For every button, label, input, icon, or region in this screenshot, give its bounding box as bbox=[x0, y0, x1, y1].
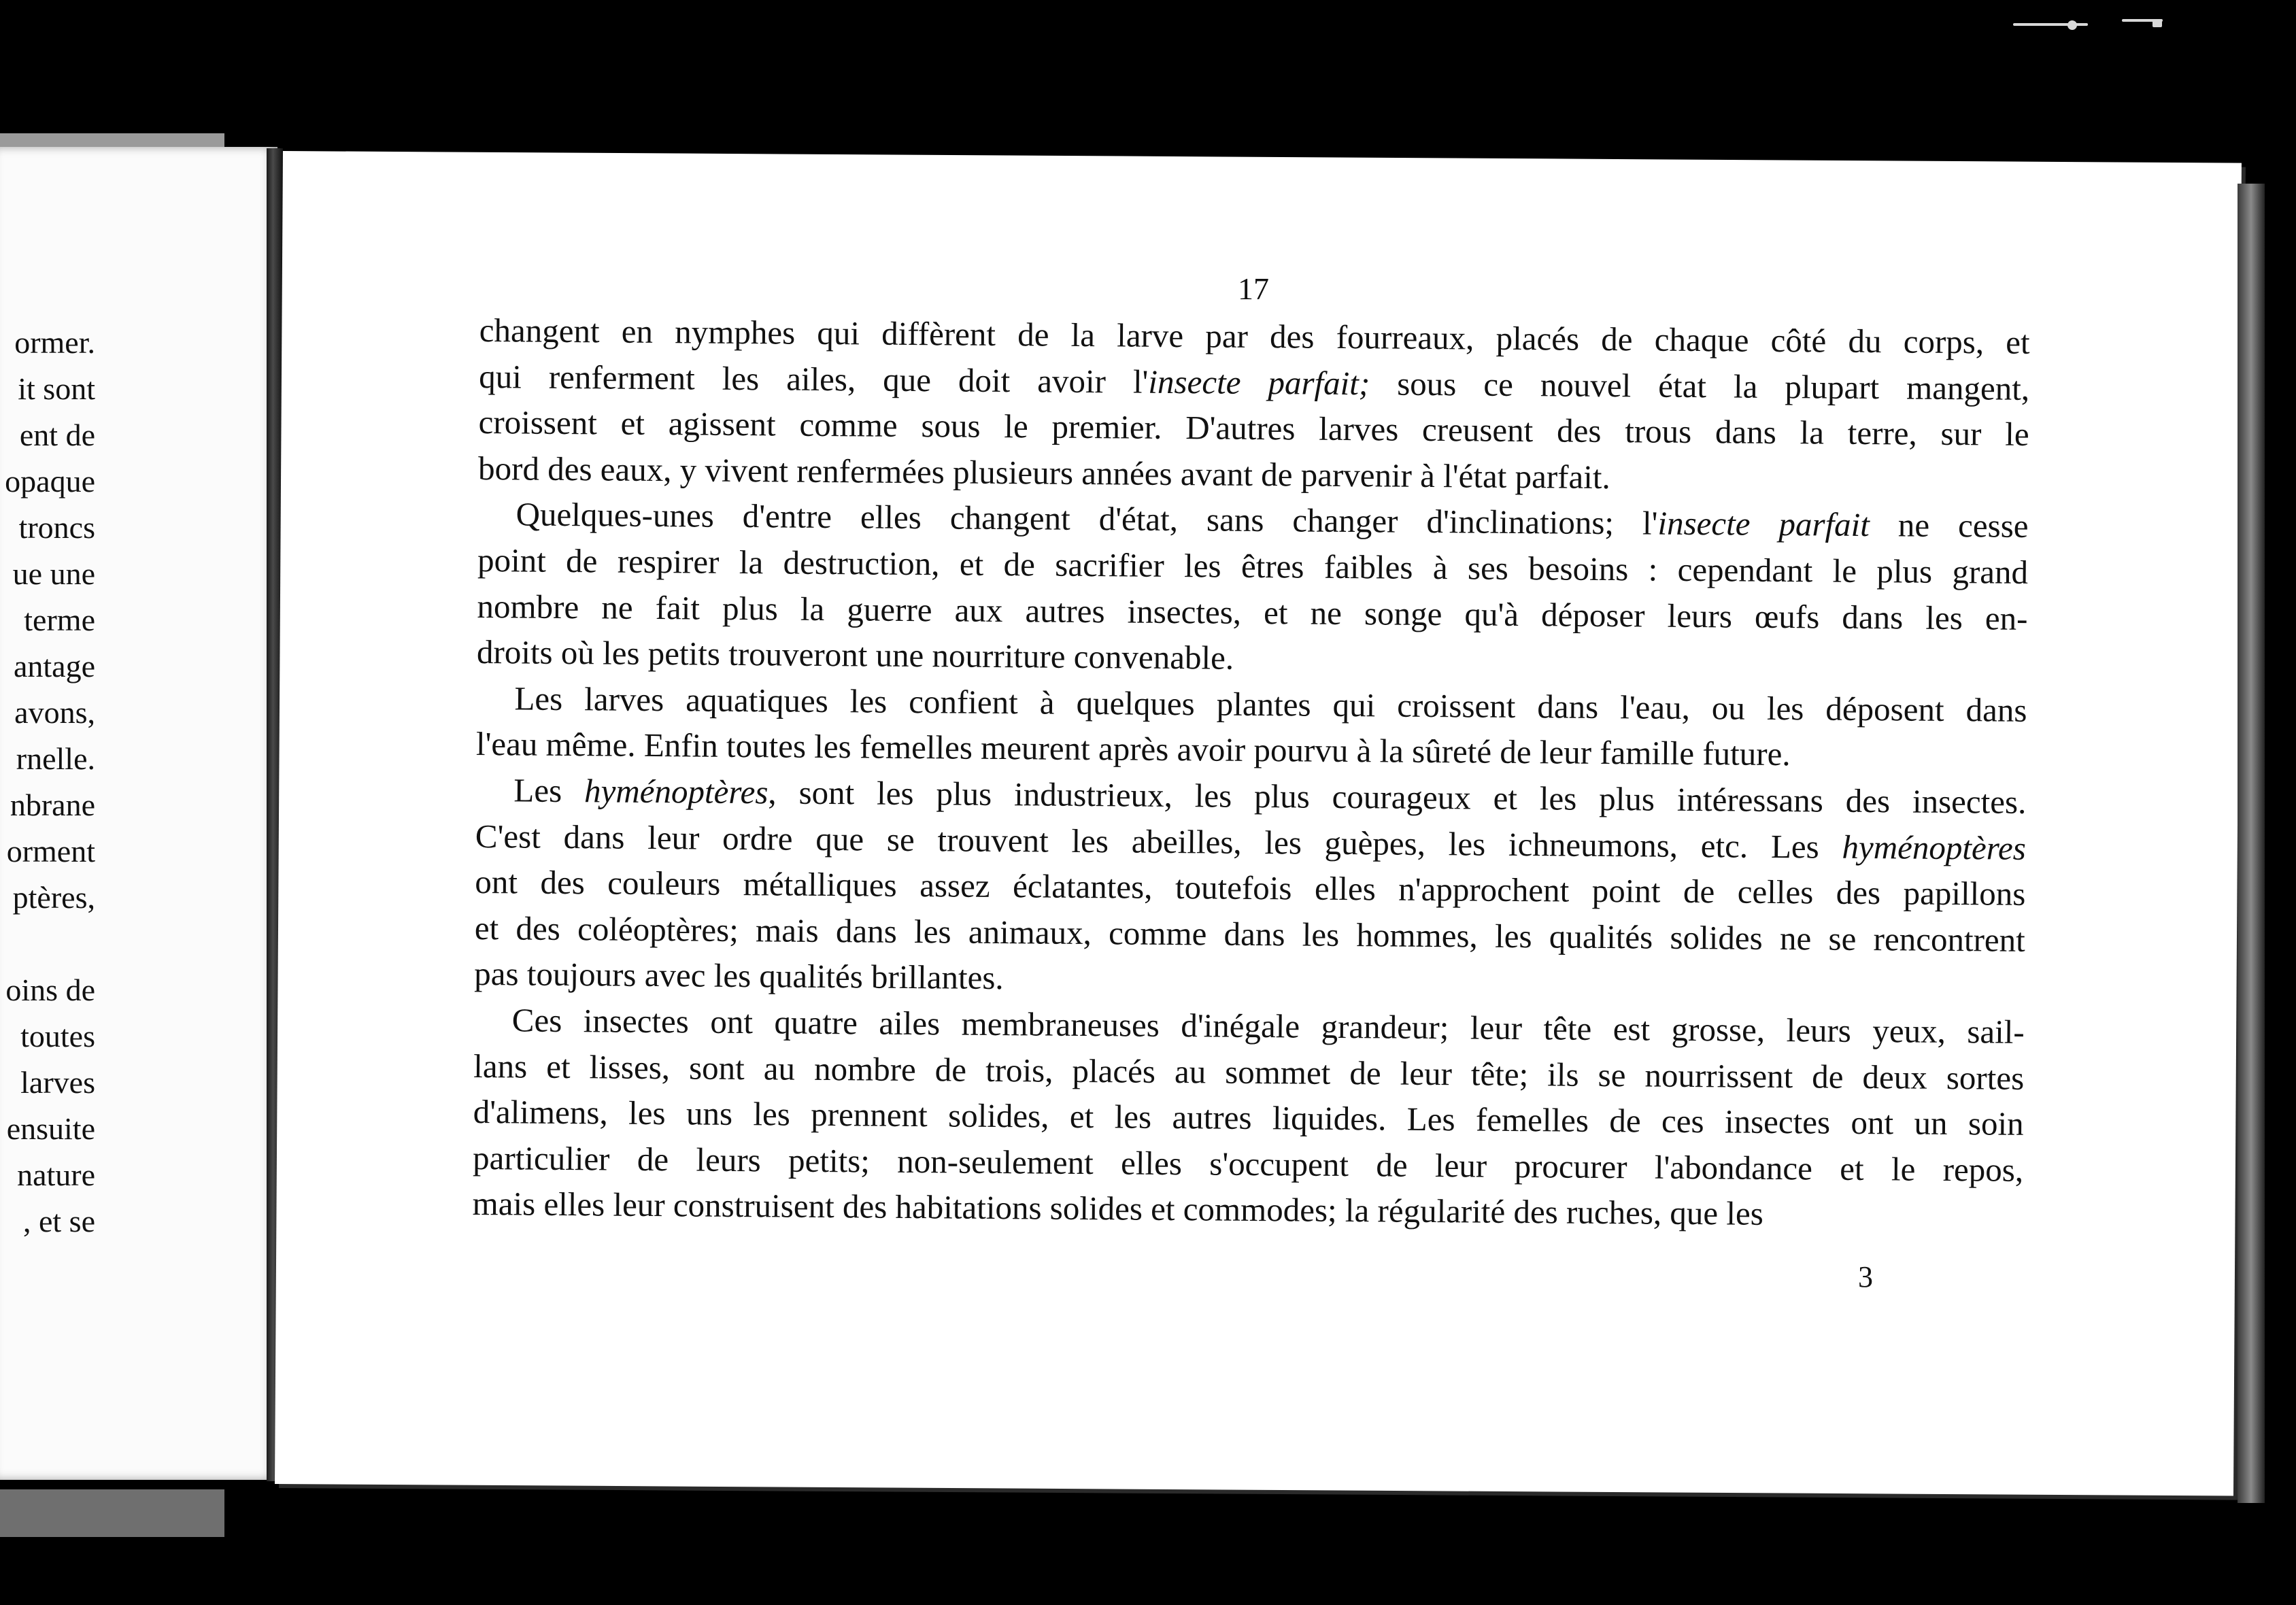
left-page-line: terme bbox=[24, 603, 95, 637]
page-body-text bbox=[472, 307, 2030, 1239]
text-line: d'alimens, les uns les prennent solides, et les autres liquides. Les femelles de ces insectes ont un soin bbox=[473, 1093, 2024, 1143]
text-line: Les larves aquatiques les confient à quelques plantes qui croissent dans l'eau, ou les déposent dans bbox=[514, 679, 2027, 729]
left-page-line: oins de bbox=[5, 973, 95, 1007]
left-page-line: toutes bbox=[20, 1019, 95, 1053]
text-line: point de respirer la destruction, et de sacrifier les êtres faibles à ses besoins : cependant le plus grand bbox=[477, 541, 2029, 591]
left-page-line: larves bbox=[20, 1065, 95, 1100]
text-line: lans et lisses, sont au nombre de trois, placés au sommet de leur tête; ils se nourrissent de deux sortes bbox=[473, 1047, 2025, 1097]
italic-term: hyménoptères bbox=[584, 772, 769, 811]
paragraph bbox=[474, 767, 2027, 1009]
text-line: l'eau même. Enfin toutes les femelles meurent après avoir pourvu à la sûreté de leur famille future. bbox=[475, 725, 1791, 773]
text-line: Les hyménoptères, sont les plus industrieux, les plus courageux et les plus intéressans des insectes. bbox=[513, 771, 2027, 821]
left-page-line: nbrane bbox=[10, 788, 95, 822]
left-page-line: troncs bbox=[18, 510, 95, 545]
text-line: particulier de leurs petits; non-seulement elles s'occupent de leur procurer l'abondance et le repos, bbox=[472, 1138, 2024, 1189]
text-line: et des coléoptères; mais dans les animaux, comme dans les hommes, les qualités solides ne se rencontrent bbox=[474, 909, 2025, 959]
left-page-line: antage bbox=[13, 649, 95, 683]
italic-term: insecte parfait; bbox=[1148, 362, 1370, 402]
left-page-line: nature bbox=[17, 1158, 95, 1192]
paragraph bbox=[476, 675, 2027, 779]
text-line: C'est dans leur ordre que se trouvent les abeilles, les guèpes, les ichneumons, etc. Les hyménoptères bbox=[475, 817, 2027, 867]
book-bottom-edge bbox=[0, 1489, 224, 1537]
left-page-line: orment bbox=[6, 834, 95, 868]
scanner-scratch bbox=[2067, 20, 2077, 30]
left-page-line: it sont bbox=[18, 371, 95, 406]
left-page-text bbox=[0, 320, 102, 1245]
text-line: croissent et agissent comme sous le premier. D'autres larves creusent des trous dans la terre, sur le bbox=[478, 403, 2029, 454]
right-page-edge bbox=[2238, 184, 2265, 1503]
left-page-line: opaque bbox=[5, 464, 95, 499]
text-line: mais elles leur construisent des habitations solides et commodes; la régularité des ruches, que les bbox=[472, 1185, 1764, 1233]
text-line: Quelques-unes d'entre elles changent d'état, sans changer d'inclinations; l'insecte parfait ne cesse bbox=[516, 495, 2029, 545]
text-line: Ces insectes ont quatre ailes membraneuses d'inégale grandeur; leur tête est grosse, leurs yeux, sail- bbox=[511, 1001, 2025, 1051]
left-page-line: ent de bbox=[19, 418, 95, 452]
text-line: changent en nymphes qui diffèrent de la larve par des fourreaux, placés de chaque côté du corps, et bbox=[479, 311, 2030, 361]
left-page-line: ensuite bbox=[6, 1111, 95, 1146]
page-number: 17 bbox=[1238, 271, 1269, 306]
scanner-scratch bbox=[2152, 20, 2162, 27]
paragraph bbox=[472, 997, 2025, 1239]
italic-term: hyménoptères bbox=[1842, 828, 2027, 867]
italic-term: insecte parfait bbox=[1657, 504, 1870, 544]
paragraph bbox=[478, 307, 2030, 503]
text-line: droits où les petits trouveront une nourriture convenable. bbox=[476, 633, 1234, 677]
left-page-line: , et se bbox=[22, 1204, 95, 1238]
text-line: pas toujours avec les qualités brillantes. bbox=[474, 955, 1004, 997]
left-page-line: ormer. bbox=[14, 325, 95, 360]
signature-mark: 3 bbox=[1858, 1260, 1873, 1294]
text-line: qui renferment les ailes, que doit avoir l'insecte parfait; sous ce nouvel état la plupart mangent, bbox=[478, 357, 2030, 407]
paragraph bbox=[477, 491, 2029, 687]
text-line: bord des eaux, y vivent renfermées plusieurs années avant de parvenir à l'état parfait. bbox=[477, 449, 1610, 496]
left-page-line bbox=[0, 921, 102, 967]
left-page-line: ptères, bbox=[12, 880, 95, 915]
left-page-line: ue une bbox=[12, 556, 95, 591]
left-page-line: avons, bbox=[14, 695, 95, 730]
text-line: nombre ne fait plus la guerre aux autres insectes, et ne songe qu'à déposer leurs œufs dans les en- bbox=[477, 587, 2028, 637]
left-page-line: rnelle. bbox=[16, 741, 95, 776]
left-page-edge bbox=[0, 133, 224, 147]
text-line: ont des couleurs métalliques assez éclatantes, toutefois elles n'approchent point de celles des papillons bbox=[475, 863, 2026, 913]
